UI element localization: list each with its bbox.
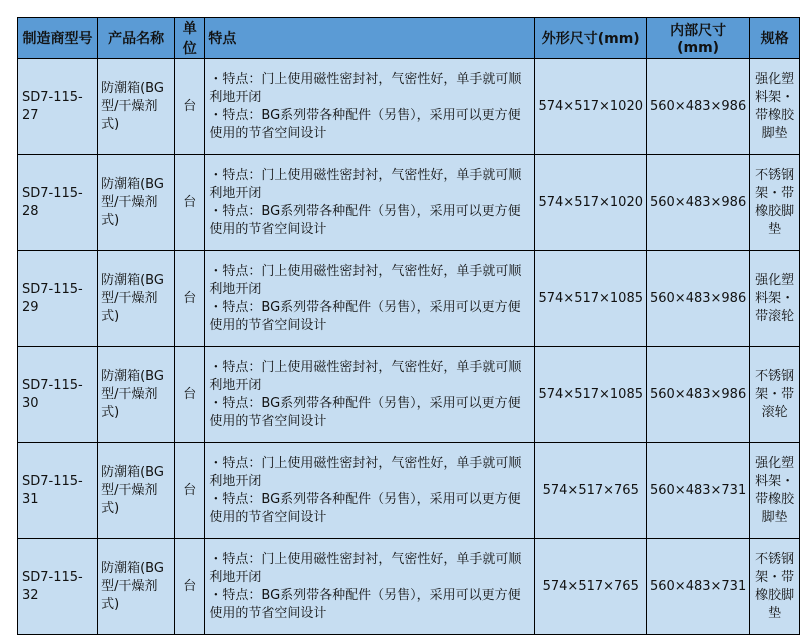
unit-cell: 台 [175, 59, 205, 155]
model-cell: SD7-115-32 [18, 539, 98, 635]
header-spec: 规格 [750, 18, 800, 59]
feature-line: ・特点：BG系列带各种配件（另售），采用可以更方便使用的节省空间设计 [209, 299, 521, 333]
table-row [18, 347, 800, 443]
feature-line: ・特点：门上使用磁性密封衬，气密性好，单手就可顺利地开闭 [209, 551, 522, 585]
inner-size-cell: 560×483×986 [646, 59, 749, 155]
name-cell: 防潮箱(BG型/干燥剂式) [98, 59, 175, 155]
outer-size-cell: 574×517×1085 [535, 347, 647, 443]
table-row [18, 59, 800, 155]
name-cell: 防潮箱(BG型/干燥剂式) [98, 251, 175, 347]
feature-line: ・特点：门上使用磁性密封衬，气密性好，单手就可顺利地开闭 [209, 71, 522, 105]
inner-size-cell: 560×483×731 [646, 539, 749, 635]
header-model: 制造商型号 [18, 18, 98, 59]
name-cell: 防潮箱(BG型/干燥剂式) [98, 155, 175, 251]
unit-cell: 台 [175, 155, 205, 251]
features-cell [205, 539, 535, 635]
model-cell: SD7-115-31 [18, 443, 98, 539]
header-features: 特点 [205, 18, 535, 59]
outer-size-cell: 574×517×1020 [535, 59, 647, 155]
outer-size-cell: 574×517×765 [535, 539, 647, 635]
feature-line: ・特点：BG系列带各种配件（另售），采用可以更方便使用的节省空间设计 [209, 587, 521, 621]
outer-size-cell: 574×517×765 [535, 443, 647, 539]
feature-line: ・特点：BG系列带各种配件（另售），采用可以更方便使用的节省空间设计 [209, 395, 521, 429]
spec-cell: 强化塑料架・带滚轮 [750, 251, 800, 347]
feature-line: ・特点：门上使用磁性密封衬，气密性好，单手就可顺利地开闭 [209, 167, 522, 201]
inner-size-cell: 560×483×986 [646, 251, 749, 347]
spec-cell: 不锈钢架・带滚轮 [750, 347, 800, 443]
header-row [18, 18, 800, 59]
table-row [18, 155, 800, 251]
feature-line: ・特点：门上使用磁性密封衬，气密性好，单手就可顺利地开闭 [209, 455, 522, 489]
table-row [18, 539, 800, 635]
name-cell: 防潮箱(BG型/干燥剂式) [98, 539, 175, 635]
model-cell: SD7-115-30 [18, 347, 98, 443]
feature-line: ・特点：BG系列带各种配件（另售），采用可以更方便使用的节省空间设计 [209, 491, 521, 525]
model-cell: SD7-115-29 [18, 251, 98, 347]
features-cell [205, 443, 535, 539]
inner-size-cell: 560×483×986 [646, 155, 749, 251]
table-row [18, 443, 800, 539]
product-table-wrapper [17, 17, 800, 635]
header-inner-size: 内部尺寸(mm) [646, 18, 749, 59]
spec-cell: 强化塑料架・带橡胶脚垫 [750, 443, 800, 539]
spec-cell: 强化塑料架・带橡胶脚垫 [750, 59, 800, 155]
product-table [17, 17, 800, 635]
spec-cell: 不锈钢架・带橡胶脚垫 [750, 539, 800, 635]
header-outer-size: 外形尺寸(mm) [535, 18, 647, 59]
features-cell [205, 59, 535, 155]
unit-cell: 台 [175, 347, 205, 443]
name-cell: 防潮箱(BG型/干燥剂式) [98, 347, 175, 443]
feature-line: ・特点：门上使用磁性密封衬，气密性好，单手就可顺利地开闭 [209, 263, 522, 297]
unit-cell: 台 [175, 539, 205, 635]
model-cell: SD7-115-27 [18, 59, 98, 155]
outer-size-cell: 574×517×1085 [535, 251, 647, 347]
header-unit: 单位 [175, 18, 205, 59]
name-cell: 防潮箱(BG型/干燥剂式) [98, 443, 175, 539]
unit-cell: 台 [175, 443, 205, 539]
features-cell [205, 251, 535, 347]
header-name: 产品名称 [98, 18, 175, 59]
feature-line: ・特点：BG系列带各种配件（另售），采用可以更方便使用的节省空间设计 [209, 107, 521, 141]
feature-line: ・特点：门上使用磁性密封衬，气密性好，单手就可顺利地开闭 [209, 359, 522, 393]
features-cell [205, 155, 535, 251]
feature-line: ・特点：BG系列带各种配件（另售），采用可以更方便使用的节省空间设计 [209, 203, 521, 237]
unit-cell: 台 [175, 251, 205, 347]
spec-cell: 不锈钢架・带橡胶脚垫 [750, 155, 800, 251]
features-cell [205, 347, 535, 443]
inner-size-cell: 560×483×986 [646, 347, 749, 443]
table-row [18, 251, 800, 347]
model-cell: SD7-115-28 [18, 155, 98, 251]
outer-size-cell: 574×517×1020 [535, 155, 647, 251]
inner-size-cell: 560×483×731 [646, 443, 749, 539]
